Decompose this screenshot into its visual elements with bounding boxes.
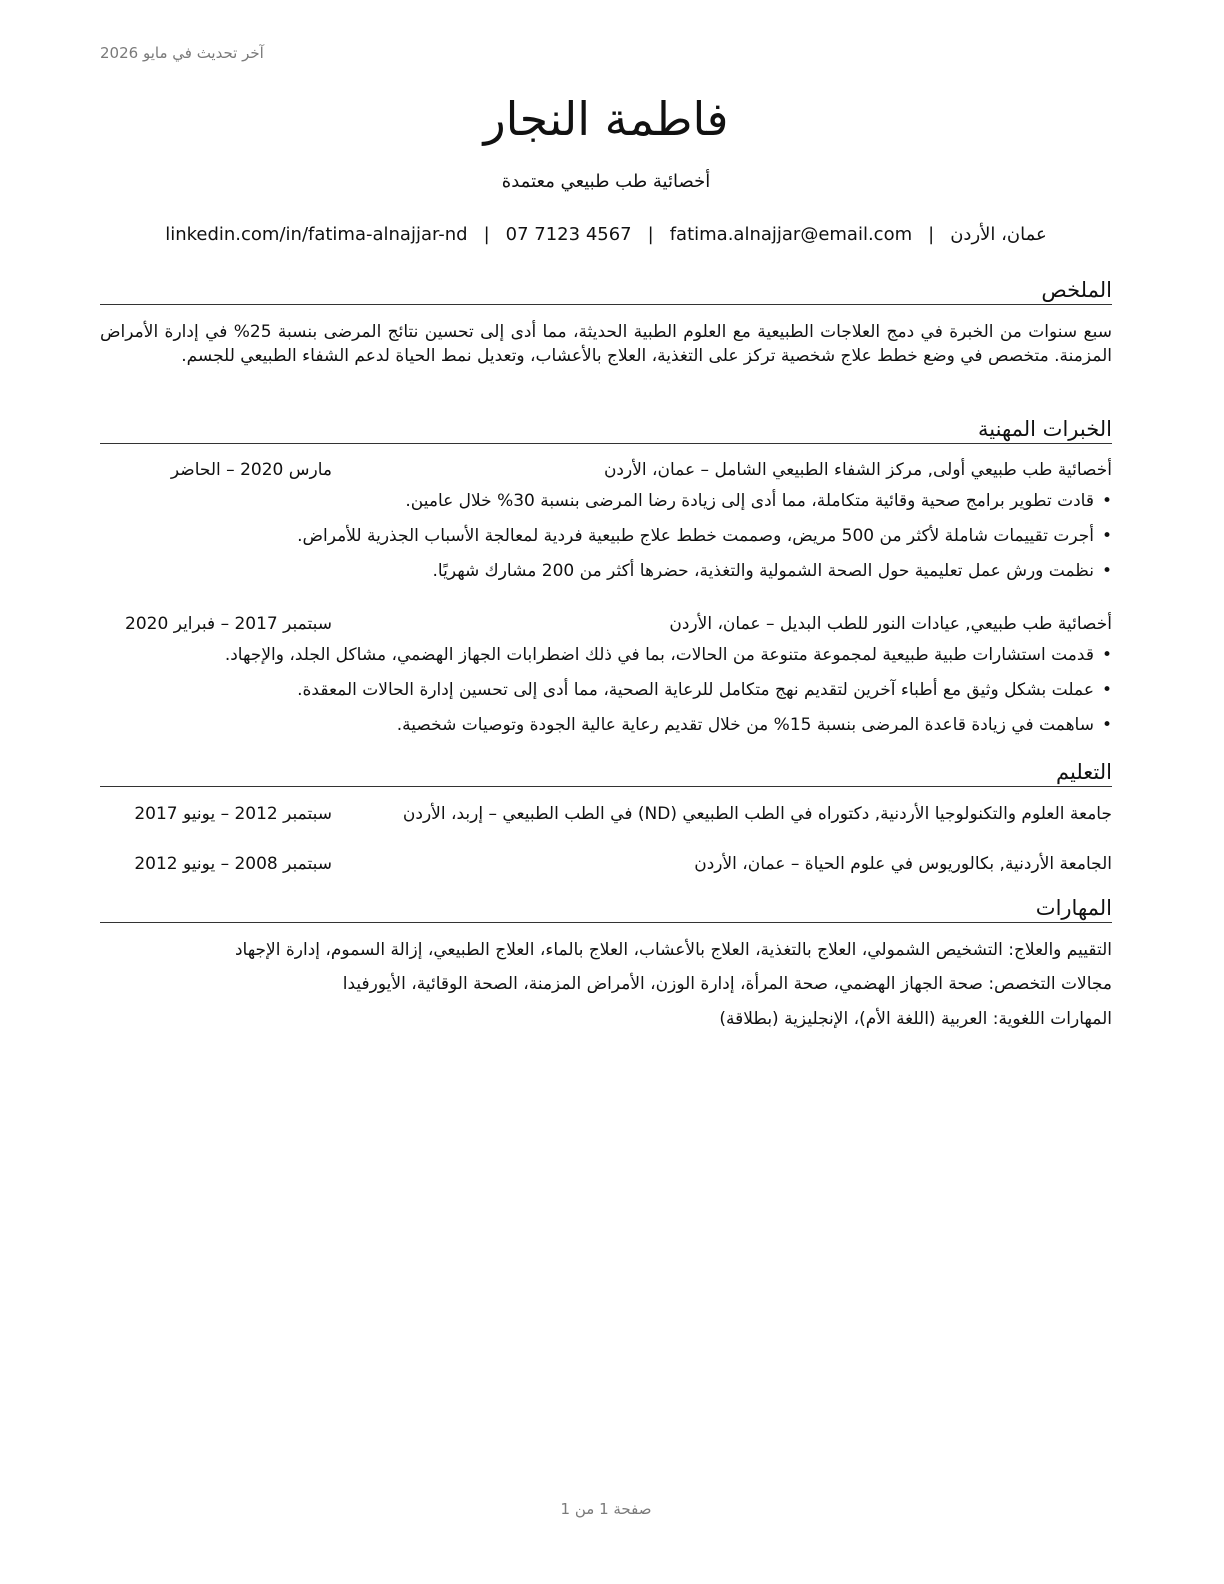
skill-line: المهارات اللغوية: العربية (اللغة الأم)، الإنجليزية (بطلاقة) [719,1009,1112,1029]
skill-line: مجالات التخصص: صحة الجهاز الهضمي، صحة المرأة، إدارة الوزن، الأمراض المزمنة، الصحة الوقائية، الأيورفيدا [342,974,1112,994]
contact-separator: | [928,224,935,245]
list-item: •عملت بشكل وثيق مع أطباء آخرين لتقديم نهج متكامل للرعاية الصحية، مما أدى إلى تحسين إدارة الحالات المعقدة. [297,680,1112,700]
list-item: •نظمت ورش عمل تعليمية حول الصحة الشمولية والتغذية، حضرها أكثر من 200 مشارك شهريًا. [432,561,1112,581]
experience-bullets [100,489,1112,594]
candidate-title: أخصائية طب طبيعي معتمدة [501,171,711,192]
experience-bullets [100,643,1112,748]
summary-text: سبع سنوات من الخبرة في دمج العلاجات الطبيعية مع العلوم الطبية الحديثة، مما أدى إلى تحسين نتائج المرضى بنسبة 25% في إدارة الأمراض المزمنة. متخصص في وضع خطط علاج شخصية تركز على التغذية، العلاج بالأعشاب، وتعديل نمط الحياة لدعم الشفاء الطبيعي للجسم. [100,322,1112,366]
bullet-icon: • [1101,715,1112,735]
education-text: الجامعة الأردنية, بكالوريوس في علوم الحياة – عمان، الأردن [694,854,1112,874]
contact-email[interactable]: fatima.alnajjar@email.com [669,224,913,245]
education-dates: سبتمبر 2008 – يونيو 2012 [134,854,332,874]
contact-location: عمان، الأردن [950,224,1047,245]
contact-line [100,223,1112,247]
experience-header [100,458,1112,482]
bullet-icon: • [1101,526,1112,546]
list-item: •ساهمت في زيادة قاعدة المرضى بنسبة 15% من خلال تقديم رعاية عالية الجودة وتوصيات شخصية. [396,715,1112,735]
skill-line: التقييم والعلاج: التشخيص الشمولي، العلاج بالتغذية، العلاج بالأعشاب، العلاج بالماء، العلاج الطبيعي، إزالة السموم، إدارة الإجهاد [234,940,1112,960]
contact-separator: | [647,224,654,245]
education-entry [100,802,1112,826]
list-item: •أجرت تقييمات شاملة لأكثر من 500 مريض، وصممت خطط علاج طبيعية فردية لمعالجة الأسباب الجذرية للأمراض. [297,526,1112,546]
bullet-icon: • [1101,561,1112,581]
experience-role: أخصائية طب طبيعي أولى, مركز الشفاء الطبيعي الشامل – عمان، الأردن [603,460,1112,480]
experience-header [100,612,1112,636]
list-item: •قدمت استشارات طبية طبيعية لمجموعة متنوعة من الحالات، بما في ذلك اضطرابات الجهاز الهضمي، مشاكل الجلد، والإجهاد. [224,645,1112,665]
education-text: جامعة العلوم والتكنولوجيا الأردنية, دكتوراه في الطب الطبيعي (ND) في الطب الطبيعي – إربد، الأردن [402,804,1112,824]
bullet-icon: • [1101,680,1112,700]
bullet-icon: • [1101,491,1112,511]
list-item: •قادت تطوير برامج صحية وقائية متكاملة، مما أدى إلى زيادة رضا المرضى بنسبة 30% خلال عامين. [405,491,1112,511]
experience-role: أخصائية طب طبيعي, عيادات النور للطب البديل – عمان، الأردن [669,614,1112,634]
section-title-experience: الخبرات المهنية [100,415,1112,444]
contact-phone[interactable]: 07 7123 4567 [505,224,632,245]
section-title-summary: الملخص [100,276,1112,305]
contact-linkedin[interactable]: linkedin.com/in/fatima-alnajjar-nd [165,224,468,245]
section-title-skills: المهارات [100,894,1112,923]
last-updated: آخر تحديث في مايو 2026 [100,44,264,62]
resume-page [100,0,1112,1584]
education-dates: سبتمبر 2012 – يونيو 2017 [134,804,332,824]
bullet-icon: • [1101,645,1112,665]
experience-dates: سبتمبر 2017 – فبراير 2020 [125,614,332,634]
education-entry [100,852,1112,876]
section-title-education: التعليم [100,758,1112,787]
page-number: صفحة 1 من 1 [560,1500,652,1518]
candidate-name: فاطمة النجار [483,92,729,146]
contact-separator: | [483,224,490,245]
experience-dates: مارس 2020 – الحاضر [170,460,332,480]
